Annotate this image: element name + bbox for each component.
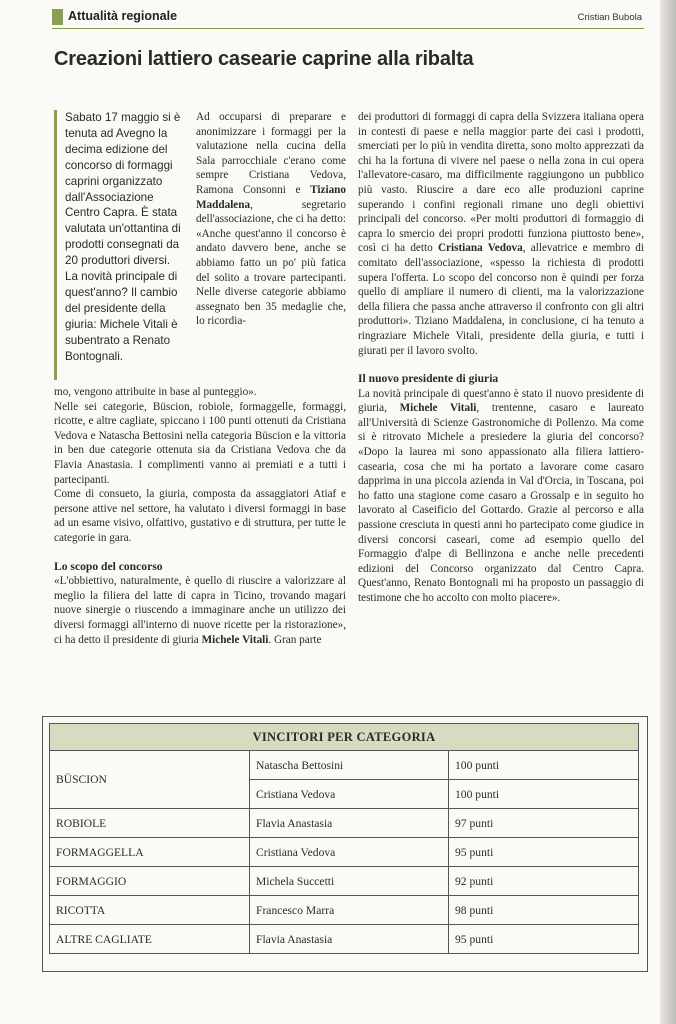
points-cell: 100 punti [449,780,639,809]
lead-box [54,110,184,380]
winner-cell: Cristiana Vedova [250,780,449,809]
column-3 [358,110,644,606]
paragraph: Come di consueto, la giuria, composta da assaggiatori Atiaf e persone attive nel settore, ha valutato i diversi formaggi in base ad un esame visivo, olfattivo, gustativo e di struttura, per tutte le categorie in gara. [54,488,346,544]
text-run: . Gran parte [268,633,322,646]
text-run: dei produttori di formaggi di capra della Svizzera italiana opera in contesti di paese e nella maggior parte dei casi i prodotti, smerciati per lo più in vendita diretta, sono molto apprezzati da chi ha la fortuna di vivere nel paese o nella zona in cui opera l'allevatore-casaro, ma difficilmente raggiungono un pubblico più vasto. Riuscire a dare eco alle produzioni caprine superando i confini regionali rimane uno degli obiettivi principali del concorso. «Per molti produttori di formaggio di capra lo smercio dei propri prodotti funziona piuttosto bene», così ci ha detto [358,111,644,255]
category-cell: ROBIOLE [50,809,250,838]
category-cell: RICOTTA [50,896,250,925]
paragraph [196,110,346,329]
text-run: Ad occuparsi di preparare e anonimizzare i formaggi per la valutazione nella cucina della Sala parrocchiale c'erano come sempre Cristiana Vedova, Ramona Consonni e [196,111,346,196]
subheading: Il nuovo presidente di giuria [358,372,499,386]
category-cell: ALTRE CAGLIATE [50,925,250,954]
winner-cell: Cristiana Vedova [250,838,449,867]
category-cell: FORMAGGIO [50,867,250,896]
winner-cell: Flavia Anastasia [250,925,449,954]
section-marker [52,9,63,25]
table-row [50,751,639,780]
points-cell: 95 punti [449,838,639,867]
points-cell: 98 punti [449,896,639,925]
points-cell: 95 punti [449,925,639,954]
text-run: «L'obbiettivo, naturalmente, è quello di riuscire a valorizzare al meglio la filiera del latte di capra in Ticino, trovando magari nuove sinergie o riuscendo a immaginare anche un utilizzo dei diversi formaggi all'interno di nuove ricette per la ristorazione», ci ha detto il presidente di giuria [54,575,346,646]
person-name: Tiziano Maddalena [196,183,346,211]
paragraph: Nelle sei categorie, Büscion, robiole, formaggelle, formaggi, ricotte, e altre cagliate, spiccano i 100 punti ottenuti da Cristiana Vedova e Natascha Bettosini nella categoria Büscion e la vittoria in ben due categorie ottenuta sia da Cristiana Vedova che da Flavia Anastasia. I complimenti vanno ai premiati e a tutti i partecipanti. [54,400,346,486]
points-cell: 100 punti [449,751,639,780]
table-header-row [50,724,639,751]
person-name: Michele Vitali [399,402,477,415]
person-name: Michele Vitali [201,633,269,646]
points-cell: 97 punti [449,809,639,838]
points-cell: 92 punti [449,867,639,896]
table-row [50,867,639,896]
text-run: , allevatrice e membro di comitato dell'associazione, «spesso la richiesta di prodotti supera l'offerta. Lo scopo del concorso non è quindi per forza quello di ampliare il numero di clienti, ma la valorizzazione della filiera che passa anche attraverso il confronto con gli altri produttori». Tiziano Maddalena, in conclusione, ci ha tenuto a ringraziare Michele Vitali, presidente della giuria, e tutti i giurati per il lavoro svolto. [358,242,644,357]
winner-cell: Flavia Anastasia [250,809,449,838]
winner-cell: Natascha Bettosini [250,751,449,780]
column-2 [196,110,346,329]
winners-table [49,723,639,954]
text-run: La novità principale di quest'anno è stato il nuovo presidente di giuria, [358,387,644,415]
table-row [50,896,639,925]
page-header [52,6,644,29]
table-row [50,925,639,954]
paragraph: mo, vengono attribuite in base al punteggio». [54,386,257,398]
text-run: , trentenne, casaro e laureato all'Università di Scienze Gastronomiche di Pollenzo. Ma come si è ritrovato Michele a presiedere la giuria del concorso? «Dopo la laurea mi sono appassionato alla filiera lattiero-casearia, cosa che mi ha portato a lavorare come casaro dapprima in una piccola azienda in Val d'Orcia, in Toscana, poi ho fatto una stagione come casaro a Grossalp e in seguito ho lavorato al Caseificio del Gottardo. Grazie al percorso e alla passione cresciuta in questi anni ho partecipato come giudice in diversi concorsi caseari, come ad esempio quello del Formaggio d'alpe di Bellinzona e anche nelle precedenti edizioni del Concorso organizzato dal Centro Capra. Quest'anno, Renato Bontognali mi ha proposto un passaggio di testimone che ho accolto con molto piacere». [358,402,644,604]
page-edge [660,0,676,1024]
paragraph [358,387,644,606]
table-heading: VINCITORI PER CATEGORIA [50,724,639,751]
category-cell: FORMAGGELLA [50,838,250,867]
section-name: Attualità regionale [68,9,178,23]
subheading: Lo scopo del concorso [54,559,163,573]
lead-text: Sabato 17 maggio si è tenuta ad Avegno la decima edizione del concorso di formaggi caprini organizzato dall'Associazione Centro Capra. È stata valutata un'ottantina di prodotti consegnati da 20 produttori diversi. La novità principale di quest'anno? Il cambio del presidente della giuria: Michele Vitali è subentrato a Renato Bontognali. [65,111,181,363]
text-run: , segretario dell'associazione, che ci ha detto: «Anche quest'anno il concorso è andato davvero bene, anche se abbiamo fatto un po' più fatica del solito a trovare partecipanti. Nelle diverse categorie abbiamo assegnato ben 35 medaglie che, lo ricordia- [196,198,346,328]
column-1-lower [54,385,346,647]
article-title: Creazioni lattiero casearie caprine alla ribalta [54,48,474,70]
author-name: Cristian Bubola [577,12,642,23]
winner-cell: Michela Succetti [250,867,449,896]
table-row [50,809,639,838]
paragraph [358,110,644,358]
winner-cell: Francesco Marra [250,896,449,925]
table-row [50,838,639,867]
person-name: Cristiana Vedova [437,242,523,255]
category-cell: BÜSCION [50,751,250,809]
winners-table-box [42,716,648,972]
paragraph [54,574,346,647]
